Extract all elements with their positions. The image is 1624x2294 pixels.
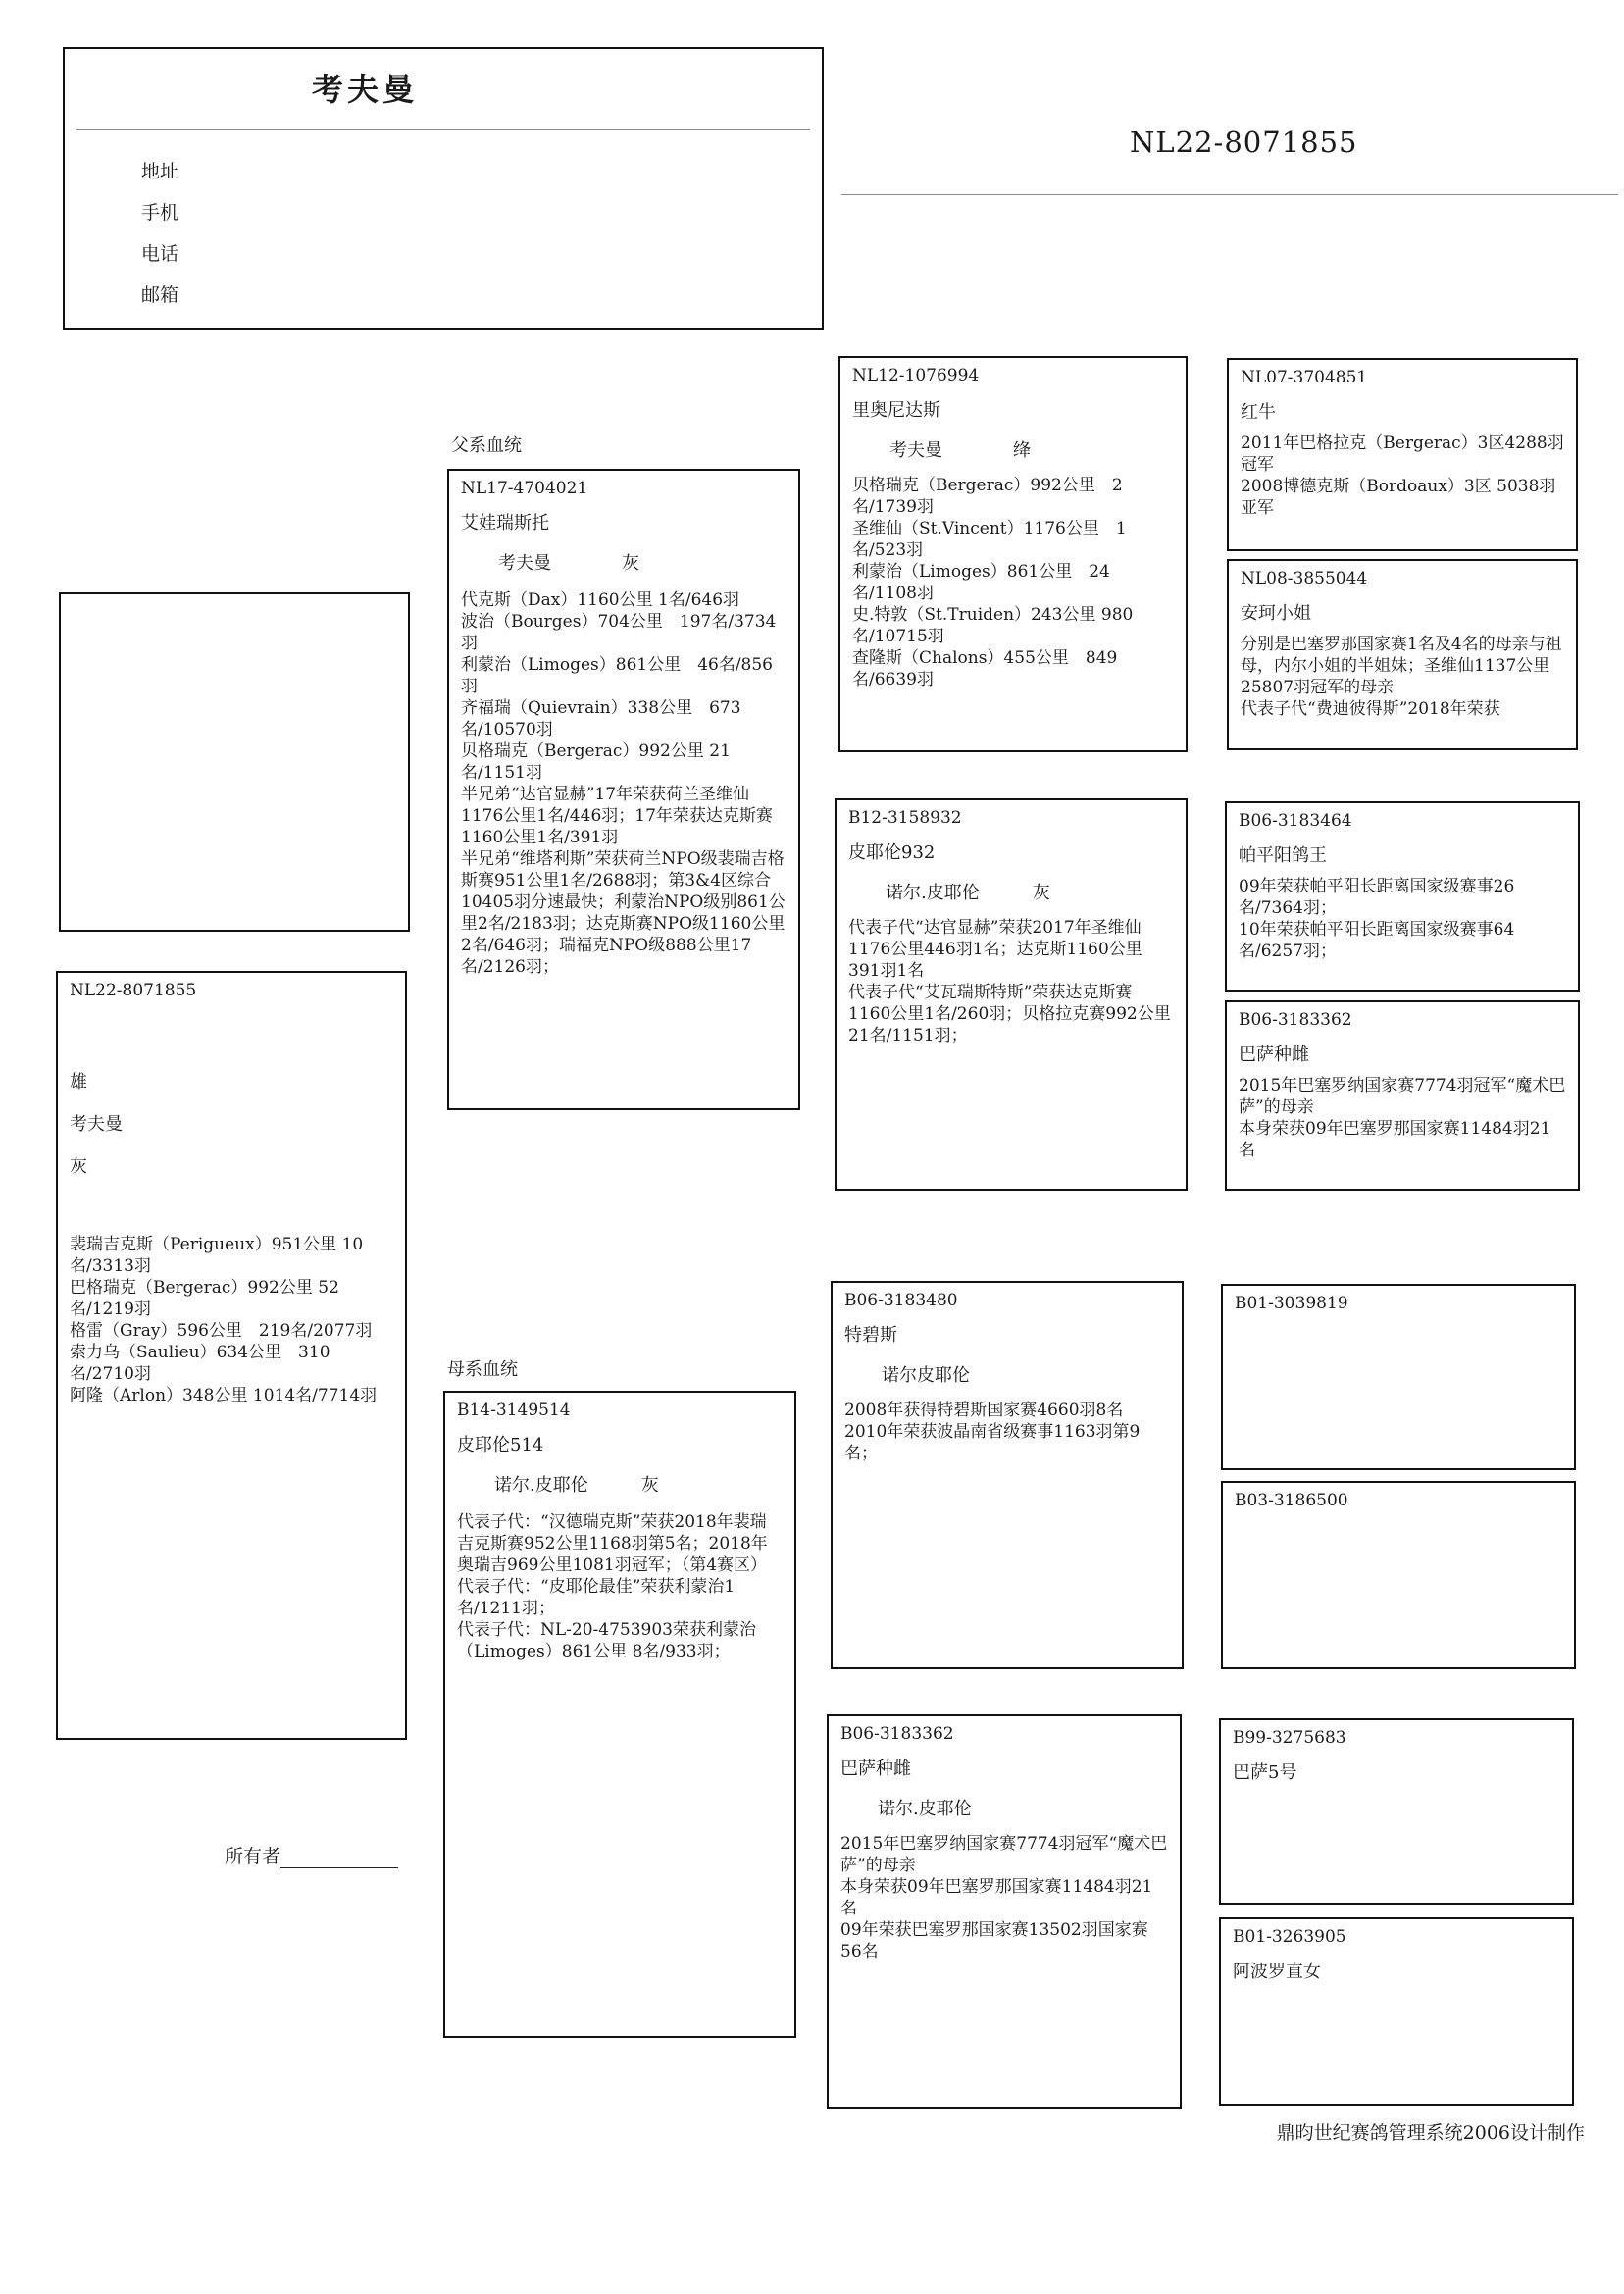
gg3-box: [1225, 801, 1580, 992]
footer-credit: 鼎昀世纪赛鸽管理系统2006设计制作: [1276, 2122, 1585, 2144]
dam-dam-box: [827, 1714, 1182, 2109]
gg3-results: 09年荣获帕平阳长距离国家级赛事26名/7364羽； 10年荣获帕平阳长距离国家级赛事64名/6257羽；: [1239, 877, 1515, 961]
dam-dam-breeder-color: 诺尔.皮耶伦: [878, 1799, 972, 1819]
gg8-name: 阿波罗直女: [1233, 1962, 1321, 1982]
dam-dam-name: 巴萨种雌: [840, 1759, 911, 1779]
sire-sire-ring: NL12-1076994: [852, 366, 980, 385]
dam-ring: B14-3149514: [457, 1401, 571, 1420]
gg5-ring: B01-3039819: [1235, 1294, 1348, 1313]
phone-label: 电话: [141, 243, 179, 265]
gg4-ring: B06-3183362: [1239, 1010, 1352, 1030]
gg7-box: [1219, 1718, 1574, 1905]
dam-name: 皮耶伦514: [457, 1435, 544, 1455]
gg1-ring: NL07-3704851: [1241, 368, 1368, 387]
sire-results: 代克斯（Dax）1160公里 1名/646羽 波治（Bourges）704公里 197名/3734羽 利蒙治（Limoges）861公里 46名/856羽 齐福瑞（Quievrain）338公里 673名/10570羽 贝格瑞克（Bergerac）992公里 21名/1151羽 半兄弟“达官显赫”17年荣获荷兰圣维仙1176公里1名/446羽；17年荣获达克斯赛1160公里1名/391羽 半兄弟“维塔利斯”荣获荷兰NPO级裴瑞吉格斯赛951公里1名/2688羽；第3&4区综合10405羽分速最快；利蒙治NPO级别861公里2名/2183羽；达克斯赛NPO级1160公里2名/646羽；瑞福克NPO级888公里17名/2126羽；: [461, 590, 786, 977]
dam-sire-breeder-color: 诺尔皮耶伦: [882, 1365, 970, 1386]
gg1-name: 红牛: [1241, 402, 1276, 423]
gg2-ring: NL08-3855044: [1241, 569, 1368, 588]
sire-sire-name: 里奥尼达斯: [852, 400, 940, 421]
dam-sire-name: 特碧斯: [844, 1325, 897, 1346]
subject-sex: 雄: [70, 1072, 87, 1093]
page-title: 考夫曼: [311, 71, 418, 108]
gg8-box: [1219, 1917, 1574, 2106]
gg6-box: [1221, 1481, 1576, 1669]
header-ring-number: NL22-8071855: [1130, 126, 1358, 159]
divider: [76, 129, 810, 130]
gg4-results: 2015年巴塞罗纳国家赛7774羽冠军“魔术巴萨”的母亲 本身荣获09年巴塞罗那国家赛11484羽21名: [1239, 1076, 1566, 1160]
gg7-ring: B99-3275683: [1233, 1728, 1346, 1748]
sire-dam-box: [835, 798, 1188, 1191]
dam-sire-results: 2008年获得特碧斯国家赛4660羽8名 2010年荣获波晶南省级赛事1163羽第9名；: [844, 1401, 1141, 1463]
photo-box: [59, 592, 410, 932]
gg7-name: 巴萨5号: [1233, 1762, 1297, 1783]
gg6-ring: B03-3186500: [1235, 1491, 1348, 1510]
sire-dam-breeder-color: 诺尔.皮耶伦 灰: [886, 883, 1050, 903]
address-label: 地址: [141, 161, 179, 182]
gg4-box: [1225, 1000, 1580, 1191]
mobile-label: 手机: [141, 202, 179, 224]
maternal-label: 母系血统: [447, 1359, 518, 1380]
subject-color: 灰: [70, 1156, 87, 1177]
subject-box: [56, 971, 407, 1740]
paternal-label: 父系血统: [451, 435, 522, 456]
gg2-results: 分别是巴塞罗那国家赛1名及4名的母亲与祖母，内尔小姐的半姐妹；圣维仙1137公里25807羽冠军的母亲 代表子代“费迪彼得斯”2018年荣获: [1241, 635, 1562, 719]
gg1-results: 2011年巴格拉克（Bergerac）3区4288羽冠军 2008博德克斯（Bordoaux）3区 5038羽 亚军: [1241, 433, 1564, 518]
gg8-ring: B01-3263905: [1233, 1927, 1346, 1947]
owner-label: 所有者: [225, 1846, 281, 1867]
dam-sire-ring: B06-3183480: [844, 1291, 958, 1310]
subject-owner: 考夫曼: [70, 1114, 123, 1135]
sire-sire-box: [838, 356, 1188, 752]
dam-box: [443, 1391, 796, 2038]
divider: [841, 194, 1618, 195]
sire-ring: NL17-4704021: [461, 479, 588, 498]
gg3-name: 帕平阳鸽王: [1239, 845, 1327, 866]
email-label: 邮箱: [141, 284, 179, 306]
sire-dam-results: 代表子代“达官显赫”荣获2017年圣维仙1176公里446羽1名；达克斯1160公里391羽1名 代表子代“艾瓦瑞斯特斯”荣获达克斯赛1160公里1名/260羽；贝格拉克赛992公里21名/1151羽；: [848, 918, 1171, 1045]
gg5-box: [1221, 1284, 1576, 1470]
subject-ring: NL22-8071855: [70, 981, 197, 1000]
sire-breeder-color: 考夫曼 灰: [498, 553, 639, 574]
gg4-name: 巴萨种雌: [1239, 1045, 1309, 1065]
gg2-box: [1227, 559, 1578, 750]
gg2-name: 安珂小姐: [1241, 603, 1311, 624]
gg3-ring: B06-3183464: [1239, 811, 1352, 831]
sire-name: 艾娃瑞斯托: [461, 513, 549, 534]
owner-signature: [225, 1842, 398, 1868]
sire-sire-breeder-color: 考夫曼 绛: [889, 440, 1031, 461]
sire-sire-results: 贝格瑞克（Bergerac）992公里 2名/1739羽 圣维仙（St.Vincent）1176公里 1名/523羽 利蒙治（Limoges）861公里 24名/1108羽 史.特敦（St.Truiden）243公里 980名/10715羽 查隆斯（Chalons）455公里 849名/6639羽: [852, 476, 1134, 689]
dam-dam-results: 2015年巴塞罗纳国家赛7774羽冠军“魔术巴萨”的母亲 本身荣获09年巴塞罗那国家赛11484羽21名 09年荣获巴塞罗那国家赛13502羽国家赛56名: [840, 1834, 1168, 1962]
subject-results: 裴瑞吉克斯（Perigueux）951公里 10名/3313羽 巴格瑞克（Bergerac）992公里 52名/1219羽 格雷（Gray）596公里 219名/2077羽 索力乌（Saulieu）634公里 310名/2710羽 阿隆（Arlon）348公里 1014名/7714羽: [70, 1235, 378, 1405]
dam-sire-box: [831, 1281, 1184, 1669]
sire-dam-name: 皮耶伦932: [848, 842, 936, 863]
dam-breeder-color: 诺尔.皮耶伦 灰: [494, 1475, 659, 1496]
dam-results: 代表子代：“汉德瑞克斯”荣获2018年裴瑞吉克斯赛952公里1168羽第5名；2018年奥瑞吉969公里1081羽冠军；（第4赛区） 代表子代：“皮耶伦最佳”荣获利蒙治1名/1211羽； 代表子代：NL-20-4753903荣获利蒙治（Limoges）861公里 8名/933羽；: [457, 1512, 768, 1661]
sire-dam-ring: B12-3158932: [848, 808, 962, 828]
sire-box: [447, 469, 800, 1110]
gg1-box: [1227, 358, 1578, 551]
header-box: [63, 47, 824, 330]
owner-signature-line: [280, 1850, 398, 1868]
dam-dam-ring: B06-3183362: [840, 1724, 954, 1744]
